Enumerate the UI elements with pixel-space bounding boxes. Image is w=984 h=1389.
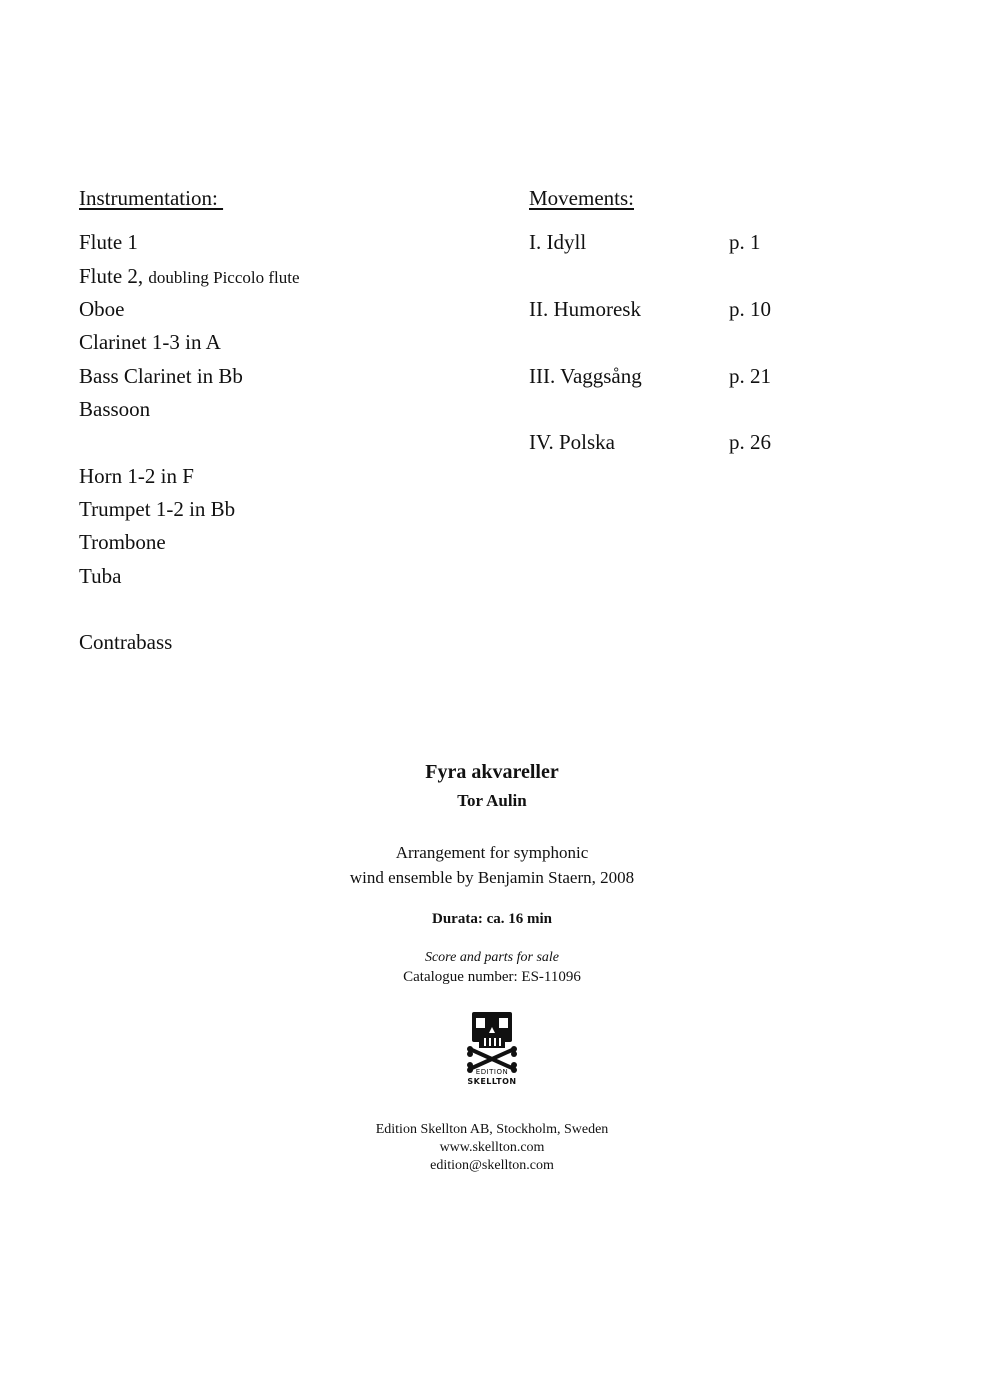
instrument-item: Tuba — [79, 564, 122, 588]
publisher-website: www.skellton.com — [439, 1140, 545, 1155]
edition-skellton-logo — [462, 1010, 522, 1088]
instrument-note: doubling Piccolo flute — [148, 268, 300, 287]
movement-title: I. Idyll — [529, 230, 587, 254]
instrument-item: Flute 1 — [79, 230, 138, 254]
instrumentation-heading: Instrumentation: — [79, 186, 224, 210]
instrument-item: Flute 2, doubling Piccolo flute — [79, 264, 300, 288]
composer-name: Tor Aulin — [457, 791, 527, 810]
instrument-item: Trombone — [79, 530, 166, 554]
movement-page: p. 1 — [729, 230, 761, 254]
catalogue-number: Catalogue number: ES-11096 — [403, 969, 581, 985]
instrument-item: Clarinet 1-3 in A — [79, 330, 221, 354]
duration: Durata: ca. 16 min — [432, 911, 552, 927]
logo-skellton-text: SKELLTON — [467, 1077, 517, 1086]
movement-title: II. Humoresk — [529, 297, 641, 321]
logo-edition-text: EDITION — [475, 1068, 509, 1076]
movement-page: p. 21 — [729, 364, 771, 388]
arrangement-line-1: Arrangement for symphonic — [395, 843, 589, 862]
movement-title: III. Vaggsång — [529, 364, 642, 388]
instrument-item: Contrabass — [79, 630, 173, 654]
skull-crossbones-icon — [462, 1010, 522, 1088]
movement-title: IV. Polska — [529, 430, 615, 454]
movement-page: p. 10 — [729, 297, 771, 321]
availability-note: Score and parts for sale — [424, 950, 560, 965]
instrument-item: Bass Clarinet in Bb — [79, 364, 243, 388]
instrument-item: Oboe — [79, 297, 125, 321]
work-title: Fyra akvareller — [425, 761, 559, 783]
publisher-address: Edition Skellton AB, Stockholm, Sweden — [375, 1122, 609, 1137]
instrument-item: Trumpet 1-2 in Bb — [79, 497, 236, 521]
instrument-item: Bassoon — [79, 397, 151, 421]
instrument-item: Horn 1-2 in F — [79, 464, 194, 488]
publisher-email: edition@skellton.com — [430, 1158, 554, 1173]
movement-page: p. 26 — [729, 430, 771, 454]
movements-heading: Movements: — [529, 186, 634, 210]
arrangement-line-2: wind ensemble by Benjamin Staern, 2008 — [349, 868, 635, 887]
